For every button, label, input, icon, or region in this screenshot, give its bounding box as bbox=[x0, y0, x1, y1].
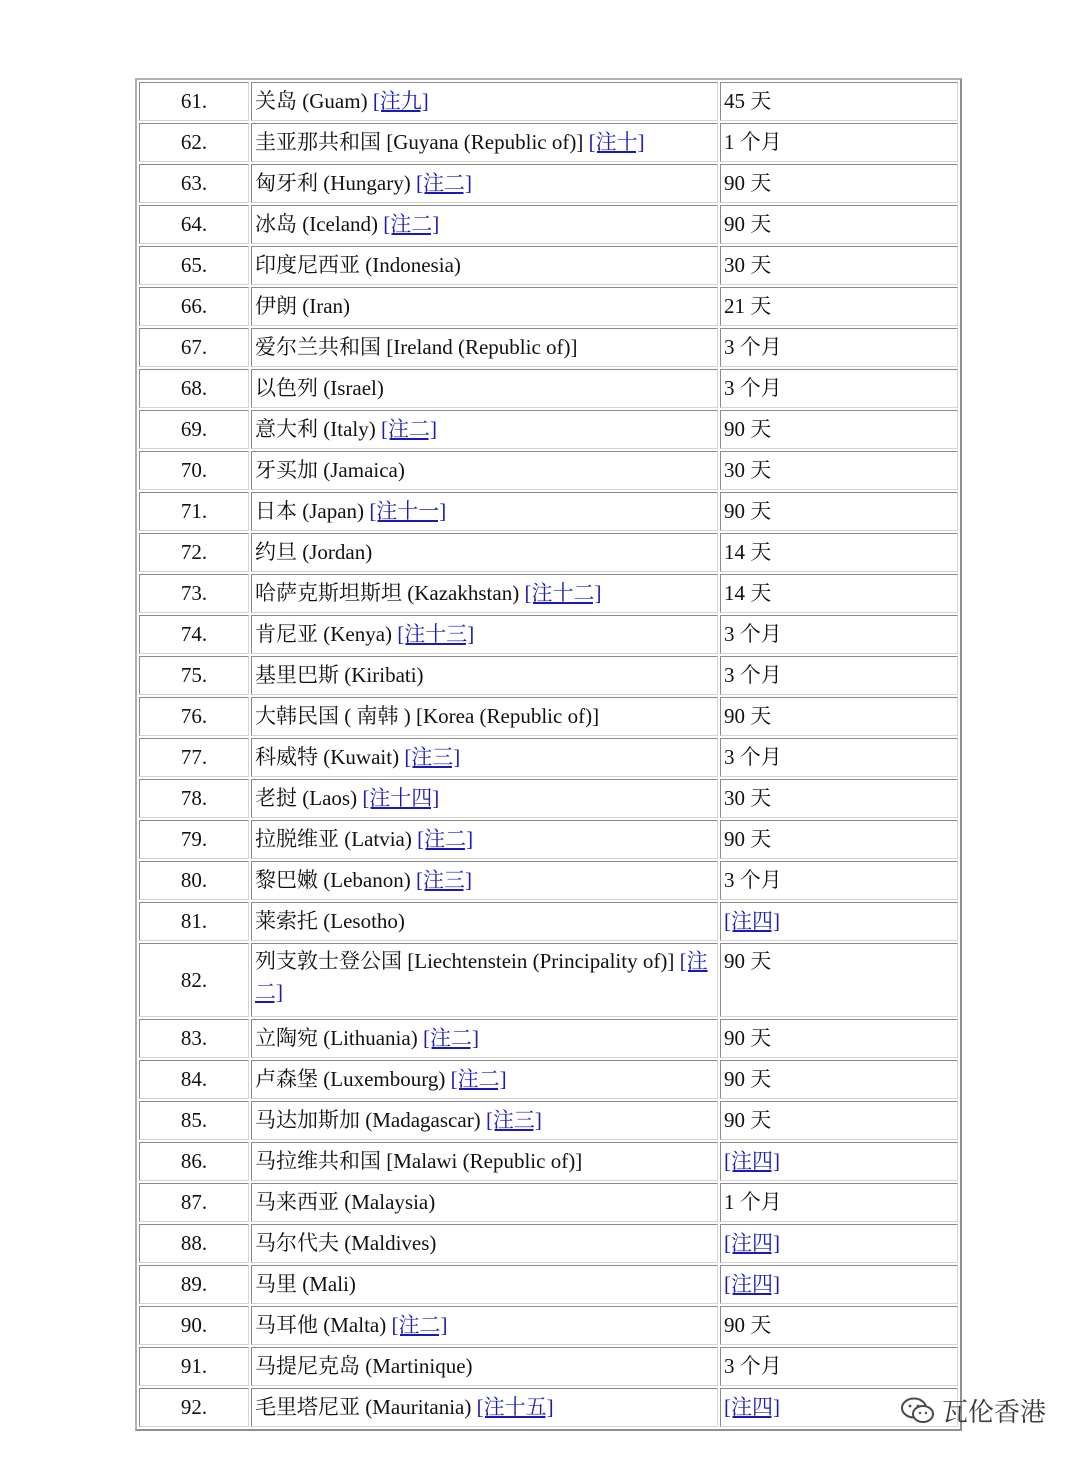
country-cell bbox=[251, 779, 718, 818]
table-row bbox=[139, 902, 958, 941]
country-name: 关岛 (Guam) bbox=[255, 89, 368, 113]
stay-duration: 90 天 bbox=[724, 827, 772, 851]
country-name: 马达加斯加 (Madagascar) bbox=[255, 1108, 481, 1132]
stay-cell bbox=[720, 615, 958, 654]
country-cell bbox=[251, 205, 718, 244]
country-cell bbox=[251, 410, 718, 449]
stay-cell bbox=[720, 451, 958, 490]
stay-cell bbox=[720, 164, 958, 203]
stay-note-link[interactable]: [注四] bbox=[724, 909, 780, 933]
stay-duration: 3 个月 bbox=[724, 376, 782, 400]
country-name: 列支敦士登公国 [Liechtenstein (Principality of)] bbox=[255, 949, 675, 973]
country-name: 马拉维共和国 [Malawi (Republic of)] bbox=[255, 1149, 583, 1173]
country-cell bbox=[251, 369, 718, 408]
row-number: 66. bbox=[139, 287, 249, 326]
stay-duration: 14 天 bbox=[724, 540, 772, 564]
country-name: 马尔代夫 (Maldives) bbox=[255, 1231, 437, 1255]
row-number: 86. bbox=[139, 1142, 249, 1181]
table-row bbox=[139, 246, 958, 285]
country-name: 爱尔兰共和国 [Ireland (Republic of)] bbox=[255, 335, 578, 359]
stay-cell bbox=[720, 1060, 958, 1099]
country-name: 立陶宛 (Lithuania) bbox=[255, 1026, 418, 1050]
row-number: 77. bbox=[139, 738, 249, 777]
stay-cell bbox=[720, 738, 958, 777]
row-number: 78. bbox=[139, 779, 249, 818]
country-cell bbox=[251, 287, 718, 326]
row-number: 92. bbox=[139, 1388, 249, 1427]
stay-cell bbox=[720, 779, 958, 818]
stay-cell bbox=[720, 1224, 958, 1263]
stay-duration: 3 个月 bbox=[724, 335, 782, 359]
row-number: 63. bbox=[139, 164, 249, 203]
stay-cell bbox=[720, 1347, 958, 1386]
note-link[interactable]: [注十一] bbox=[369, 499, 447, 523]
table-row bbox=[139, 410, 958, 449]
country-name: 圭亚那共和国 [Guyana (Republic of)] bbox=[255, 130, 584, 154]
table-row bbox=[139, 287, 958, 326]
table-row bbox=[139, 164, 958, 203]
note-link[interactable]: [注二] bbox=[391, 1313, 448, 1337]
country-name: 伊朗 (Iran) bbox=[255, 294, 351, 318]
country-name: 黎巴嫩 (Lebanon) bbox=[255, 868, 411, 892]
note-link[interactable]: [注三] bbox=[404, 745, 461, 769]
table-row bbox=[139, 1306, 958, 1345]
stay-duration: 3 个月 bbox=[724, 622, 782, 646]
country-cell bbox=[251, 533, 718, 572]
stay-cell bbox=[720, 943, 958, 1017]
stay-note-link[interactable]: [注四] bbox=[724, 1149, 780, 1173]
stay-cell bbox=[720, 656, 958, 695]
country-cell bbox=[251, 246, 718, 285]
table-row bbox=[139, 123, 958, 162]
stay-duration: 90 天 bbox=[724, 499, 772, 523]
table-row bbox=[139, 1019, 958, 1058]
country-name: 老挝 (Laos) bbox=[255, 786, 358, 810]
wechat-icon bbox=[900, 1396, 936, 1426]
country-name: 基里巴斯 (Kiribati) bbox=[255, 663, 424, 687]
table-row bbox=[139, 1265, 958, 1304]
stay-cell bbox=[720, 1019, 958, 1058]
country-cell bbox=[251, 1183, 718, 1222]
country-name: 约旦 (Jordan) bbox=[255, 540, 373, 564]
country-name: 意大利 (Italy) bbox=[255, 417, 376, 441]
country-name: 马提尼克岛 (Martinique) bbox=[255, 1354, 473, 1378]
country-name: 肯尼亚 (Kenya) bbox=[255, 622, 393, 646]
row-number: 87. bbox=[139, 1183, 249, 1222]
stay-duration: 90 天 bbox=[724, 1026, 772, 1050]
note-link[interactable]: [注二] bbox=[255, 949, 708, 1004]
table-row bbox=[139, 779, 958, 818]
stay-duration: 21 天 bbox=[724, 294, 772, 318]
table-row bbox=[139, 1347, 958, 1386]
row-number: 61. bbox=[139, 82, 249, 121]
country-cell bbox=[251, 1060, 718, 1099]
stay-duration: 90 天 bbox=[724, 1313, 772, 1337]
stay-cell bbox=[720, 410, 958, 449]
row-number: 79. bbox=[139, 820, 249, 859]
country-cell bbox=[251, 164, 718, 203]
country-cell bbox=[251, 1224, 718, 1263]
stay-duration: 30 天 bbox=[724, 786, 772, 810]
stay-cell bbox=[720, 820, 958, 859]
table-row bbox=[139, 205, 958, 244]
stay-cell bbox=[720, 1142, 958, 1181]
table-row bbox=[139, 943, 958, 1017]
country-cell bbox=[251, 574, 718, 613]
table-row bbox=[139, 861, 958, 900]
country-cell bbox=[251, 492, 718, 531]
country-name: 牙买加 (Jamaica) bbox=[255, 458, 405, 482]
country-cell bbox=[251, 328, 718, 367]
row-number: 76. bbox=[139, 697, 249, 736]
row-number: 68. bbox=[139, 369, 249, 408]
row-number: 75. bbox=[139, 656, 249, 695]
stay-duration: 30 天 bbox=[724, 458, 772, 482]
note-link[interactable]: [注二] bbox=[383, 212, 440, 236]
row-number: 74. bbox=[139, 615, 249, 654]
stay-duration: 90 天 bbox=[724, 949, 772, 973]
note-link[interactable]: [注十四] bbox=[362, 786, 440, 810]
country-cell bbox=[251, 1306, 718, 1345]
stay-duration: 90 天 bbox=[724, 171, 772, 195]
note-link[interactable]: [注三] bbox=[485, 1108, 542, 1132]
country-cell bbox=[251, 1347, 718, 1386]
table-row bbox=[139, 492, 958, 531]
table-row bbox=[139, 82, 958, 121]
table-row bbox=[139, 328, 958, 367]
stay-duration: 1 个月 bbox=[724, 130, 782, 154]
table-row bbox=[139, 820, 958, 859]
stay-duration: 30 天 bbox=[724, 253, 772, 277]
row-number: 84. bbox=[139, 1060, 249, 1099]
country-name: 莱索托 (Lesotho) bbox=[255, 909, 405, 933]
country-cell bbox=[251, 1265, 718, 1304]
row-number: 71. bbox=[139, 492, 249, 531]
stay-duration: 3 个月 bbox=[724, 745, 782, 769]
stay-cell bbox=[720, 1183, 958, 1222]
country-name: 印度尼西亚 (Indonesia) bbox=[255, 253, 461, 277]
country-cell bbox=[251, 656, 718, 695]
table-row bbox=[139, 533, 958, 572]
stay-cell bbox=[720, 861, 958, 900]
country-cell bbox=[251, 697, 718, 736]
table-row bbox=[139, 369, 958, 408]
country-cell bbox=[251, 902, 718, 941]
note-link[interactable]: [注十五] bbox=[476, 1395, 554, 1419]
stay-duration: 14 天 bbox=[724, 581, 772, 605]
table-row bbox=[139, 1101, 958, 1140]
stay-duration: 90 天 bbox=[724, 417, 772, 441]
row-number: 67. bbox=[139, 328, 249, 367]
table-row bbox=[139, 738, 958, 777]
watermark-text: 瓦伦香港 bbox=[941, 1398, 1046, 1428]
country-name: 拉脱维亚 (Latvia) bbox=[255, 827, 412, 851]
country-name: 哈萨克斯坦斯坦 (Kazakhstan) bbox=[255, 581, 520, 605]
note-link[interactable]: [注二] bbox=[422, 1026, 479, 1050]
country-name: 大韩民国 ( 南韩 ) [Korea (Republic of)] bbox=[255, 704, 600, 728]
stay-duration: 90 天 bbox=[724, 1067, 772, 1091]
country-name: 马来西亚 (Malaysia) bbox=[255, 1190, 436, 1214]
stay-cell bbox=[720, 492, 958, 531]
row-number: 90. bbox=[139, 1306, 249, 1345]
stay-duration: 1 个月 bbox=[724, 1190, 782, 1214]
stay-note-link[interactable]: [注四] bbox=[724, 1395, 780, 1419]
table-row bbox=[139, 451, 958, 490]
country-cell bbox=[251, 1019, 718, 1058]
stay-cell bbox=[720, 574, 958, 613]
row-number: 62. bbox=[139, 123, 249, 162]
stay-duration: 90 天 bbox=[724, 212, 772, 236]
note-link[interactable]: [注三] bbox=[415, 868, 472, 892]
stay-cell bbox=[720, 246, 958, 285]
stay-cell bbox=[720, 697, 958, 736]
country-name: 匈牙利 (Hungary) bbox=[255, 171, 411, 195]
note-link[interactable]: [注二] bbox=[380, 417, 437, 441]
note-link[interactable]: [注十二] bbox=[524, 581, 602, 605]
country-cell bbox=[251, 1101, 718, 1140]
country-name: 卢森堡 (Luxembourg) bbox=[255, 1067, 446, 1091]
row-number: 73. bbox=[139, 574, 249, 613]
country-name: 冰岛 (Iceland) bbox=[255, 212, 379, 236]
note-link[interactable]: [注二] bbox=[450, 1067, 507, 1091]
row-number: 81. bbox=[139, 902, 249, 941]
stay-cell bbox=[720, 533, 958, 572]
row-number: 89. bbox=[139, 1265, 249, 1304]
stay-duration: 3 个月 bbox=[724, 663, 782, 687]
stay-duration: 90 天 bbox=[724, 1108, 772, 1132]
note-link[interactable]: [注九] bbox=[372, 89, 429, 113]
table-row bbox=[139, 615, 958, 654]
note-link[interactable]: [注十] bbox=[588, 130, 645, 154]
row-number: 82. bbox=[139, 943, 249, 1017]
country-cell bbox=[251, 820, 718, 859]
note-link[interactable]: [注二] bbox=[417, 827, 474, 851]
note-link[interactable]: [注二] bbox=[415, 171, 472, 195]
stay-cell bbox=[720, 287, 958, 326]
stay-cell bbox=[720, 1101, 958, 1140]
table-row bbox=[139, 697, 958, 736]
stay-duration: 90 天 bbox=[724, 704, 772, 728]
stay-cell bbox=[720, 123, 958, 162]
row-number: 69. bbox=[139, 410, 249, 449]
country-cell bbox=[251, 615, 718, 654]
stay-cell bbox=[720, 369, 958, 408]
stay-note-link[interactable]: [注四] bbox=[724, 1231, 780, 1255]
table-row bbox=[139, 1388, 958, 1427]
country-name: 以色列 (Israel) bbox=[255, 376, 384, 400]
table-row bbox=[139, 1142, 958, 1181]
country-cell bbox=[251, 861, 718, 900]
country-name: 科威特 (Kuwait) bbox=[255, 745, 400, 769]
row-number: 70. bbox=[139, 451, 249, 490]
stay-note-link[interactable]: [注四] bbox=[724, 1272, 780, 1296]
row-number: 65. bbox=[139, 246, 249, 285]
table-row bbox=[139, 1183, 958, 1222]
country-name: 马耳他 (Malta) bbox=[255, 1313, 387, 1337]
stay-cell bbox=[720, 328, 958, 367]
visa-free-table bbox=[135, 78, 962, 1431]
stay-cell bbox=[720, 902, 958, 941]
stay-cell bbox=[720, 82, 958, 121]
country-cell bbox=[251, 1388, 718, 1427]
stay-cell bbox=[720, 1265, 958, 1304]
table-row bbox=[139, 656, 958, 695]
country-name: 毛里塔尼亚 (Mauritania) bbox=[255, 1395, 472, 1419]
row-number: 80. bbox=[139, 861, 249, 900]
stay-cell bbox=[720, 205, 958, 244]
country-cell bbox=[251, 123, 718, 162]
country-name: 日本 (Japan) bbox=[255, 499, 365, 523]
country-name: 马里 (Mali) bbox=[255, 1272, 356, 1296]
country-cell bbox=[251, 943, 718, 1017]
country-cell bbox=[251, 738, 718, 777]
table-row bbox=[139, 574, 958, 613]
table-row bbox=[139, 1224, 958, 1263]
row-number: 88. bbox=[139, 1224, 249, 1263]
stay-duration: 3 个月 bbox=[724, 868, 782, 892]
country-cell bbox=[251, 451, 718, 490]
row-number: 83. bbox=[139, 1019, 249, 1058]
row-number: 91. bbox=[139, 1347, 249, 1386]
row-number: 64. bbox=[139, 205, 249, 244]
country-cell bbox=[251, 82, 718, 121]
stay-duration: 3 个月 bbox=[724, 1354, 782, 1378]
table-row bbox=[139, 1060, 958, 1099]
stay-duration: 45 天 bbox=[724, 89, 772, 113]
row-number: 85. bbox=[139, 1101, 249, 1140]
watermark bbox=[900, 1392, 1046, 1429]
row-number: 72. bbox=[139, 533, 249, 572]
note-link[interactable]: [注十三] bbox=[397, 622, 475, 646]
stay-cell bbox=[720, 1306, 958, 1345]
country-cell bbox=[251, 1142, 718, 1181]
